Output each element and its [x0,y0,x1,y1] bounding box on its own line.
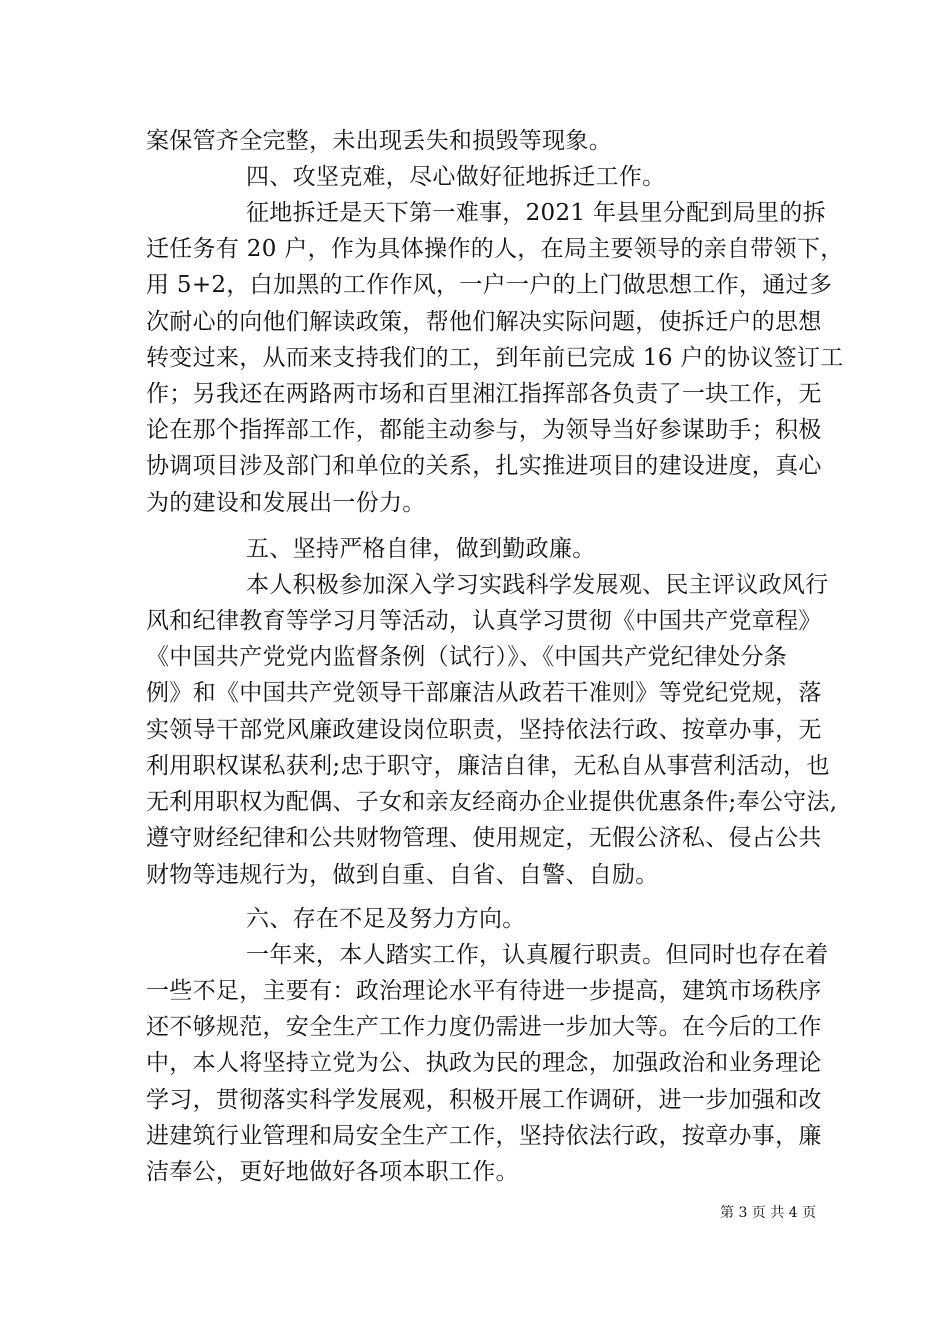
body-text-line: 转变过来，从而来支持我们的工，到年前已完成 16 户的协议签订工 [146,345,844,371]
body-text-line: 一些不足，主要有：政治理论水平有待进一步提高，建筑市场秩序 [146,978,822,1004]
body-text-line: 还不够规范，安全生产工作力度仍需进一步加大等。在今后的工作 [146,1014,822,1040]
body-text-line: 《中国共产党党内监督条例（试行）》、《中国共产党纪律处分条 [146,644,788,670]
body-text-line: 财物等违规行为，做到自重、自省、自警、自励。 [146,862,659,888]
body-text-line: 洁奉公，更好地做好各项本职工作。 [146,1159,519,1185]
body-text-line: 进建筑行业管理和局安全生产工作，坚持依法行政，按章办事，廉 [146,1123,822,1149]
body-text-line: 实领导干部党风廉政建设岗位职责，坚持依法行政、按章办事，无 [146,717,822,743]
section-heading-5: 五、坚持严格自律，做到勤政廉。 [246,536,596,562]
page-number: 第 3 页 共 4 页 [720,1205,817,1221]
body-text-line: 协调项目涉及部门和单位的关系，扎实推进项目的建设进度，真心 [146,453,822,479]
body-text-line: 遵守财经纪律和公共财物管理、使用规定，无假公济私、侵占公共 [146,825,822,851]
body-text-line: 案保管齐全完整，未出现丢失和损毁等现象。 [146,128,612,154]
section-heading-4: 四、攻坚克难，尽心做好征地拆迁工作。 [246,164,666,190]
section-heading-6: 六、存在不足及努力方向。 [246,906,526,932]
paragraph-first-line: 本人积极参加深入学习实践科学发展观、民主评议政风行 [246,572,829,598]
body-text-line: 用 5+2，白加黑的工作作风，一户一户的上门做思想工作，通过多 [146,272,833,298]
body-text-line: 迁任务有 20 户，作为具体操作的人，在局主要领导的亲自带领下， [146,236,844,262]
body-text-line: 作；另我还在两路两市场和百里湘江指挥部各负责了一块工作，无 [146,381,822,407]
body-text-line: 次耐心的向他们解读政策，帮他们解决实际问题，使拆迁户的思想 [146,309,822,335]
paragraph-first-line: 征地拆迁是天下第一难事，2021 年县里分配到局里的拆 [246,200,826,226]
body-text-line: 例》和《中国共产党领导干部廉洁从政若干准则》等党纪党规，落 [146,680,822,706]
body-text-line: 为的建设和发展出一份力。 [146,490,426,516]
body-text-line: 风和纪律教育等学习月等活动，认真学习贯彻《中国共产党章程》 [146,608,822,634]
body-text-line: 无利用职权为配偶、子女和亲友经商办企业提供优惠条件;奉公守法, [146,789,838,815]
body-text-line: 论在那个指挥部工作，都能主动参与，为领导当好参谋助手；积极 [146,417,822,443]
body-text-line: 学习，贯彻落实科学发展观，积极开展工作调研，进一步加强和改 [146,1087,822,1113]
paragraph-first-line: 一年来，本人踏实工作，认真履行职责。但同时也存在着 [246,942,829,968]
body-text-line: 中，本人将坚持立党为公、执政为民的理念，加强政治和业务理论 [146,1050,822,1076]
body-text-line: 利用职权谋私获利;忠于职守，廉洁自律，无私自从事营利活动，也 [146,753,830,779]
